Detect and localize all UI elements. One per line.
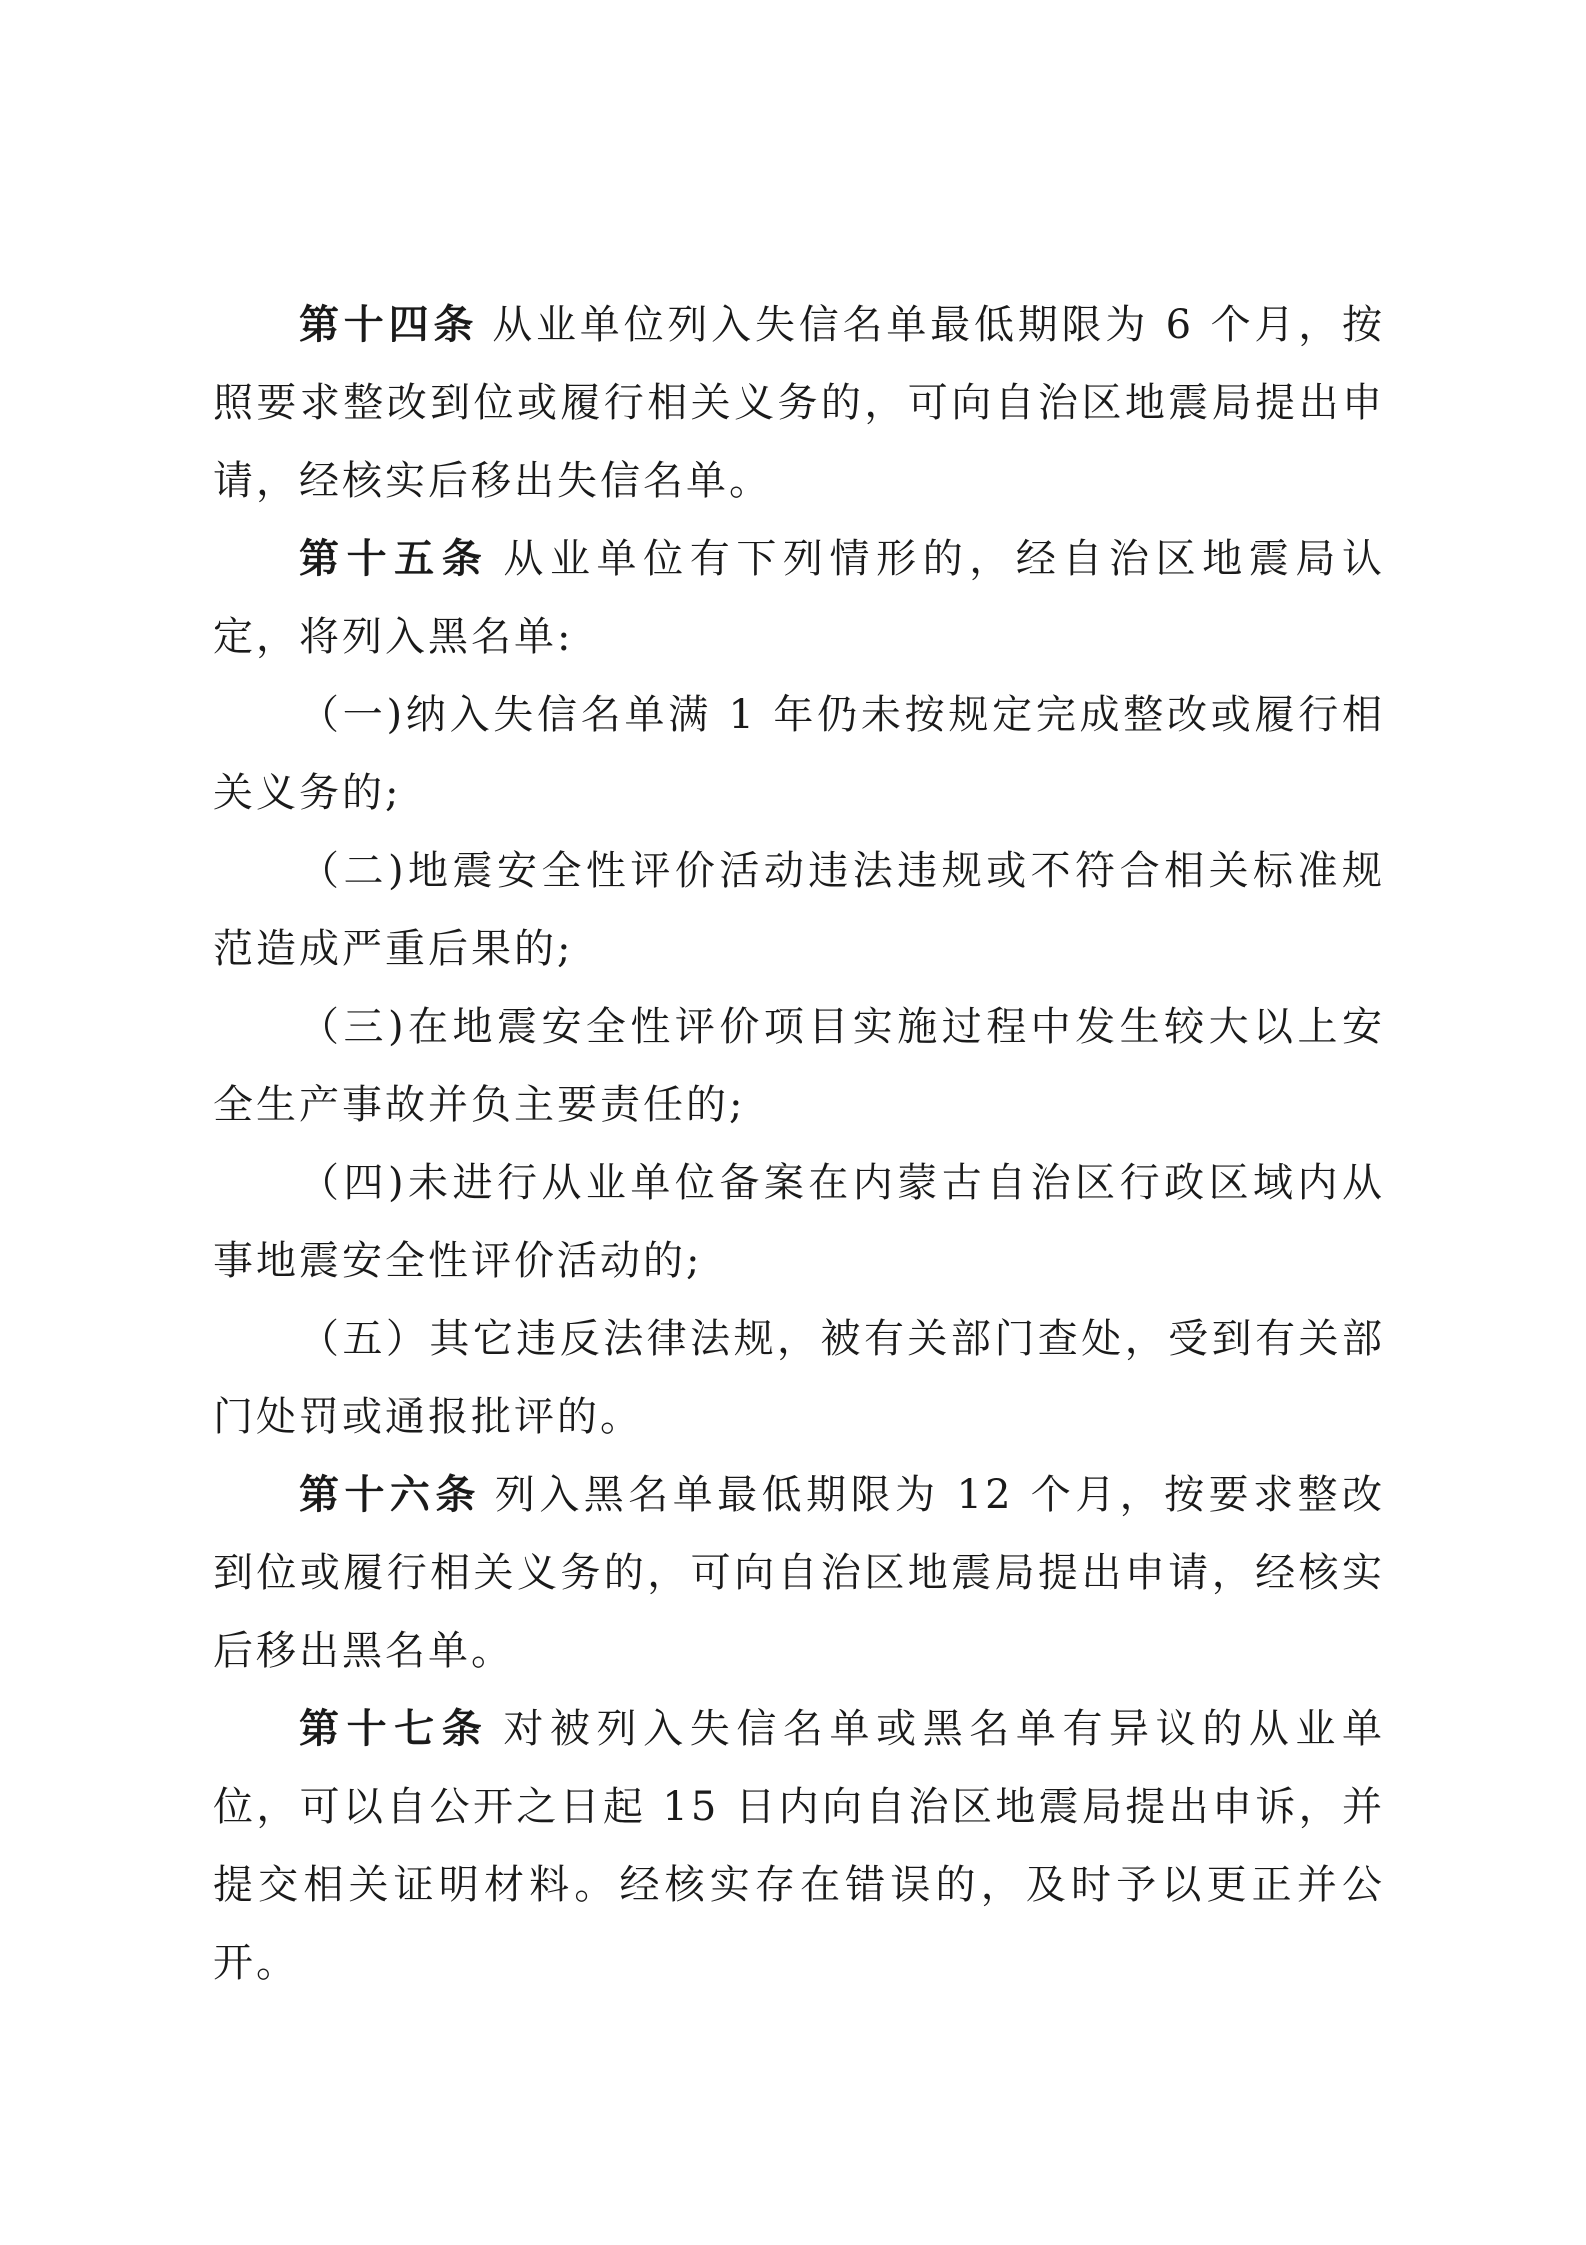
article-15-item-3: （三)在地震安全性评价项目实施过程中发生较大以上安全生产事故并负主要责任的; <box>213 1004 1385 1128</box>
article-15 <box>213 520 1385 676</box>
article-14 <box>213 286 1385 520</box>
article-text: 从业单位列入失信名单最低期限为 6 个月，按照要求整改到位或履行相关义务的，可向自治区地震局提出申请，经核实后移出失信名单。 <box>213 302 1385 504</box>
article-15-item-2: （二)地震安全性评价活动违法违规或不符合相关标准规范造成严重后果的; <box>213 848 1385 972</box>
article-number: 第十五条 <box>299 536 490 582</box>
article-15-item-5: （五）其它违反法律法规，被有关部门查处，受到有关部门处罚或通报批评的。 <box>213 1316 1385 1440</box>
article-number: 第十四条 <box>299 302 479 348</box>
article-16 <box>213 1456 1385 1690</box>
document-body <box>213 286 1385 2002</box>
article-15-item-4: （四)未进行从业单位备案在内蒙古自治区行政区域内从事地震安全性评价活动的; <box>213 1160 1385 1284</box>
article-17 <box>213 1690 1385 2002</box>
article-text: 从业单位有下列情形的，经自治区地震局认定，将列入黑名单: <box>213 536 1386 660</box>
article-number: 第十七条 <box>299 1706 490 1752</box>
article-15-item-1: （一)纳入失信名单满 1 年仍未按规定完成整改或履行相关义务的; <box>213 692 1385 816</box>
article-text: 对被列入失信名单或黑名单有异议的从业单位，可以自公开之日起 15 日内向自治区地震局提出申诉，并提交相关证明材料。经核实存在错误的，及时予以更正并公开。 <box>213 1706 1386 1986</box>
article-number: 第十六条 <box>299 1472 481 1518</box>
article-text: 列入黑名单最低期限为 12 个月，按要求整改到位或履行相关义务的，可向自治区地震局提出申请，经核实后移出黑名单。 <box>213 1472 1386 1674</box>
